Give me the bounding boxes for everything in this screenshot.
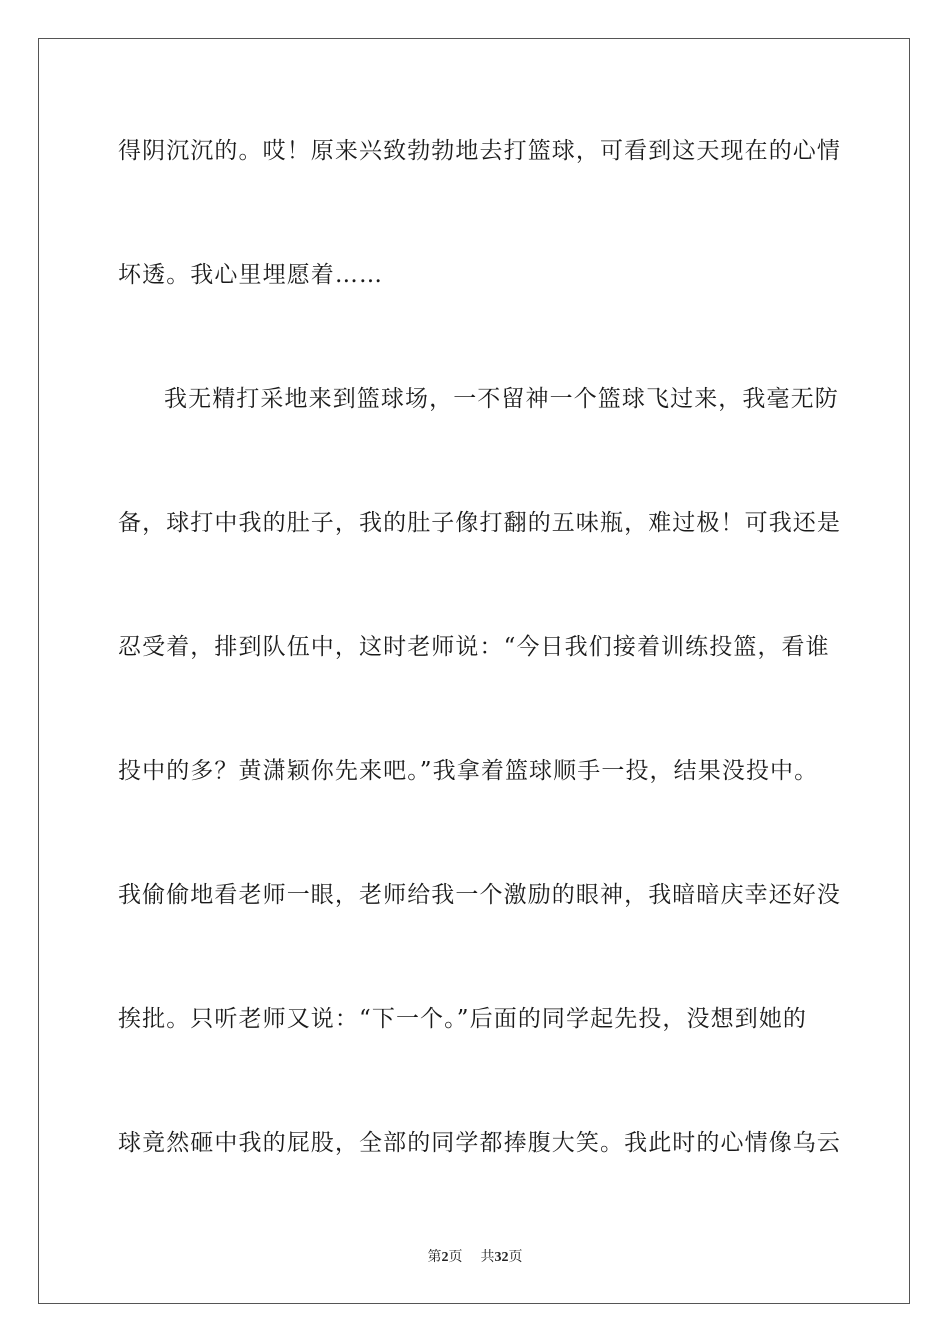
total-prefix: 共	[480, 1249, 495, 1265]
paragraph-line: 坏透。我心里埋愿着……	[118, 262, 384, 288]
paragraph-line: 忍受着，排到队伍中，这时老师说：“今日我们接着训练投篮，看谁	[118, 634, 830, 660]
paragraph-line: 我偷偷地看老师一眼，老师给我一个激励的眼神，我暗暗庆幸还好没	[118, 882, 841, 908]
paragraph-line: 球竟然砸中我的屁股，全部的同学都捧腹大笑。我此时的心情像乌云	[118, 1130, 841, 1156]
page-prefix: 第	[427, 1249, 442, 1265]
paragraph-line-indented: 我无精打采地来到篮球场，一不留神一个篮球飞过来，我毫无防	[164, 386, 839, 412]
total-pages: 32	[494, 1250, 509, 1265]
paragraph-line: 备，球打中我的肚子，我的肚子像打翻的五味瓶，难过极！可我还是	[118, 510, 841, 536]
total-suffix: 页	[508, 1249, 523, 1265]
page-border	[38, 38, 910, 1304]
paragraph-line: 投中的多？黄潇颖你先来吧。”我拿着篮球顺手一投，结果没投中。	[118, 758, 819, 784]
paragraph-line: 挨批。只听老师又说：“下一个。”后面的同学起先投，没想到她的	[118, 1006, 808, 1032]
paragraph-line: 得阴沉沉的。哎！原来兴致勃勃地去打篮球，可看到这天现在的心情	[118, 138, 841, 164]
page-footer	[0, 1248, 950, 1267]
page-number: 2	[441, 1250, 449, 1265]
page-suffix: 页	[448, 1249, 463, 1265]
